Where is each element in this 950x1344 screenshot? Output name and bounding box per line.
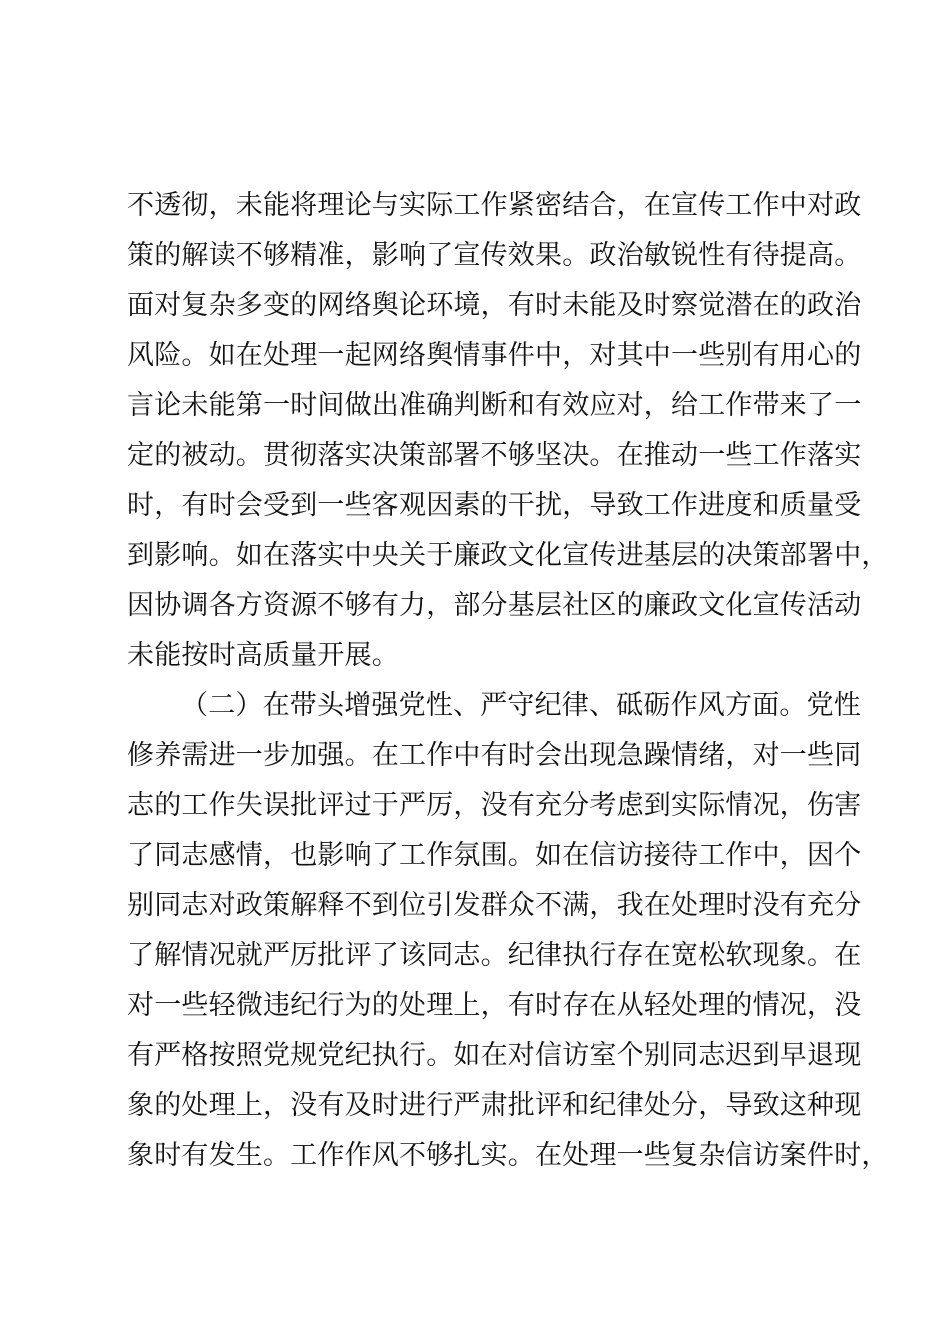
text-line: 未能按时高质量开展。 (127, 640, 399, 671)
text-line: 志的工作失误批评过于严厉，没有充分考虑到实际情况，伤害 (127, 790, 862, 821)
text-line: 面对复杂多变的网络舆论环境，有时未能及时察觉潜在的政治 (127, 290, 862, 321)
text-line: 了同志感情，也影响了工作氛围。如在信访接待工作中，因个 (127, 840, 862, 871)
text-line: 不透彻，未能将理论与实际工作紧密结合，在宣传工作中对政 (127, 190, 862, 221)
text-line: 时，有时会受到一些客观因素的干扰，导致工作进度和质量受 (127, 490, 862, 521)
text-line: 风险。如在处理一起网络舆情事件中，对其中一些别有用心的 (127, 340, 862, 371)
text-line: 定的被动。贯彻落实决策部署不够坚决。在推动一些工作落实 (127, 440, 862, 471)
text-line: 别同志对政策解释不到位引发群众不满，我在处理时没有充分 (127, 890, 862, 921)
section-heading-line: （二）在带头增强党性、严守纪律、砥砺作风方面。党性 (181, 690, 861, 721)
text-line: 策的解读不够精准，影响了宣传效果。政治敏锐性有待提高。 (127, 240, 862, 271)
text-line: 言论未能第一时间做出准确判断和有效应对，给工作带来了一 (127, 390, 862, 421)
text-line: 对一些轻微违纪行为的处理上，有时存在从轻处理的情况，没 (127, 990, 862, 1021)
text-line: 象时有发生。工作作风不够扎实。在处理一些复杂信访案件时， (127, 1140, 889, 1171)
text-line: 象的处理上，没有及时进行严肃批评和纪律处分，导致这种现 (127, 1090, 862, 1121)
text-line: 了解情况就严厉批评了该同志。纪律执行存在宽松软现象。在 (127, 940, 862, 971)
text-line: 有严格按照党规党纪执行。如在对信访室个别同志迟到早退现 (127, 1040, 862, 1071)
text-line: 因协调各方资源不够有力，部分基层社区的廉政文化宣传活动 (127, 590, 862, 621)
text-line: 修养需进一步加强。在工作中有时会出现急躁情绪，对一些同 (127, 740, 862, 771)
text-line: 到影响。如在落实中央关于廉政文化宣传进基层的决策部署中， (127, 540, 889, 571)
